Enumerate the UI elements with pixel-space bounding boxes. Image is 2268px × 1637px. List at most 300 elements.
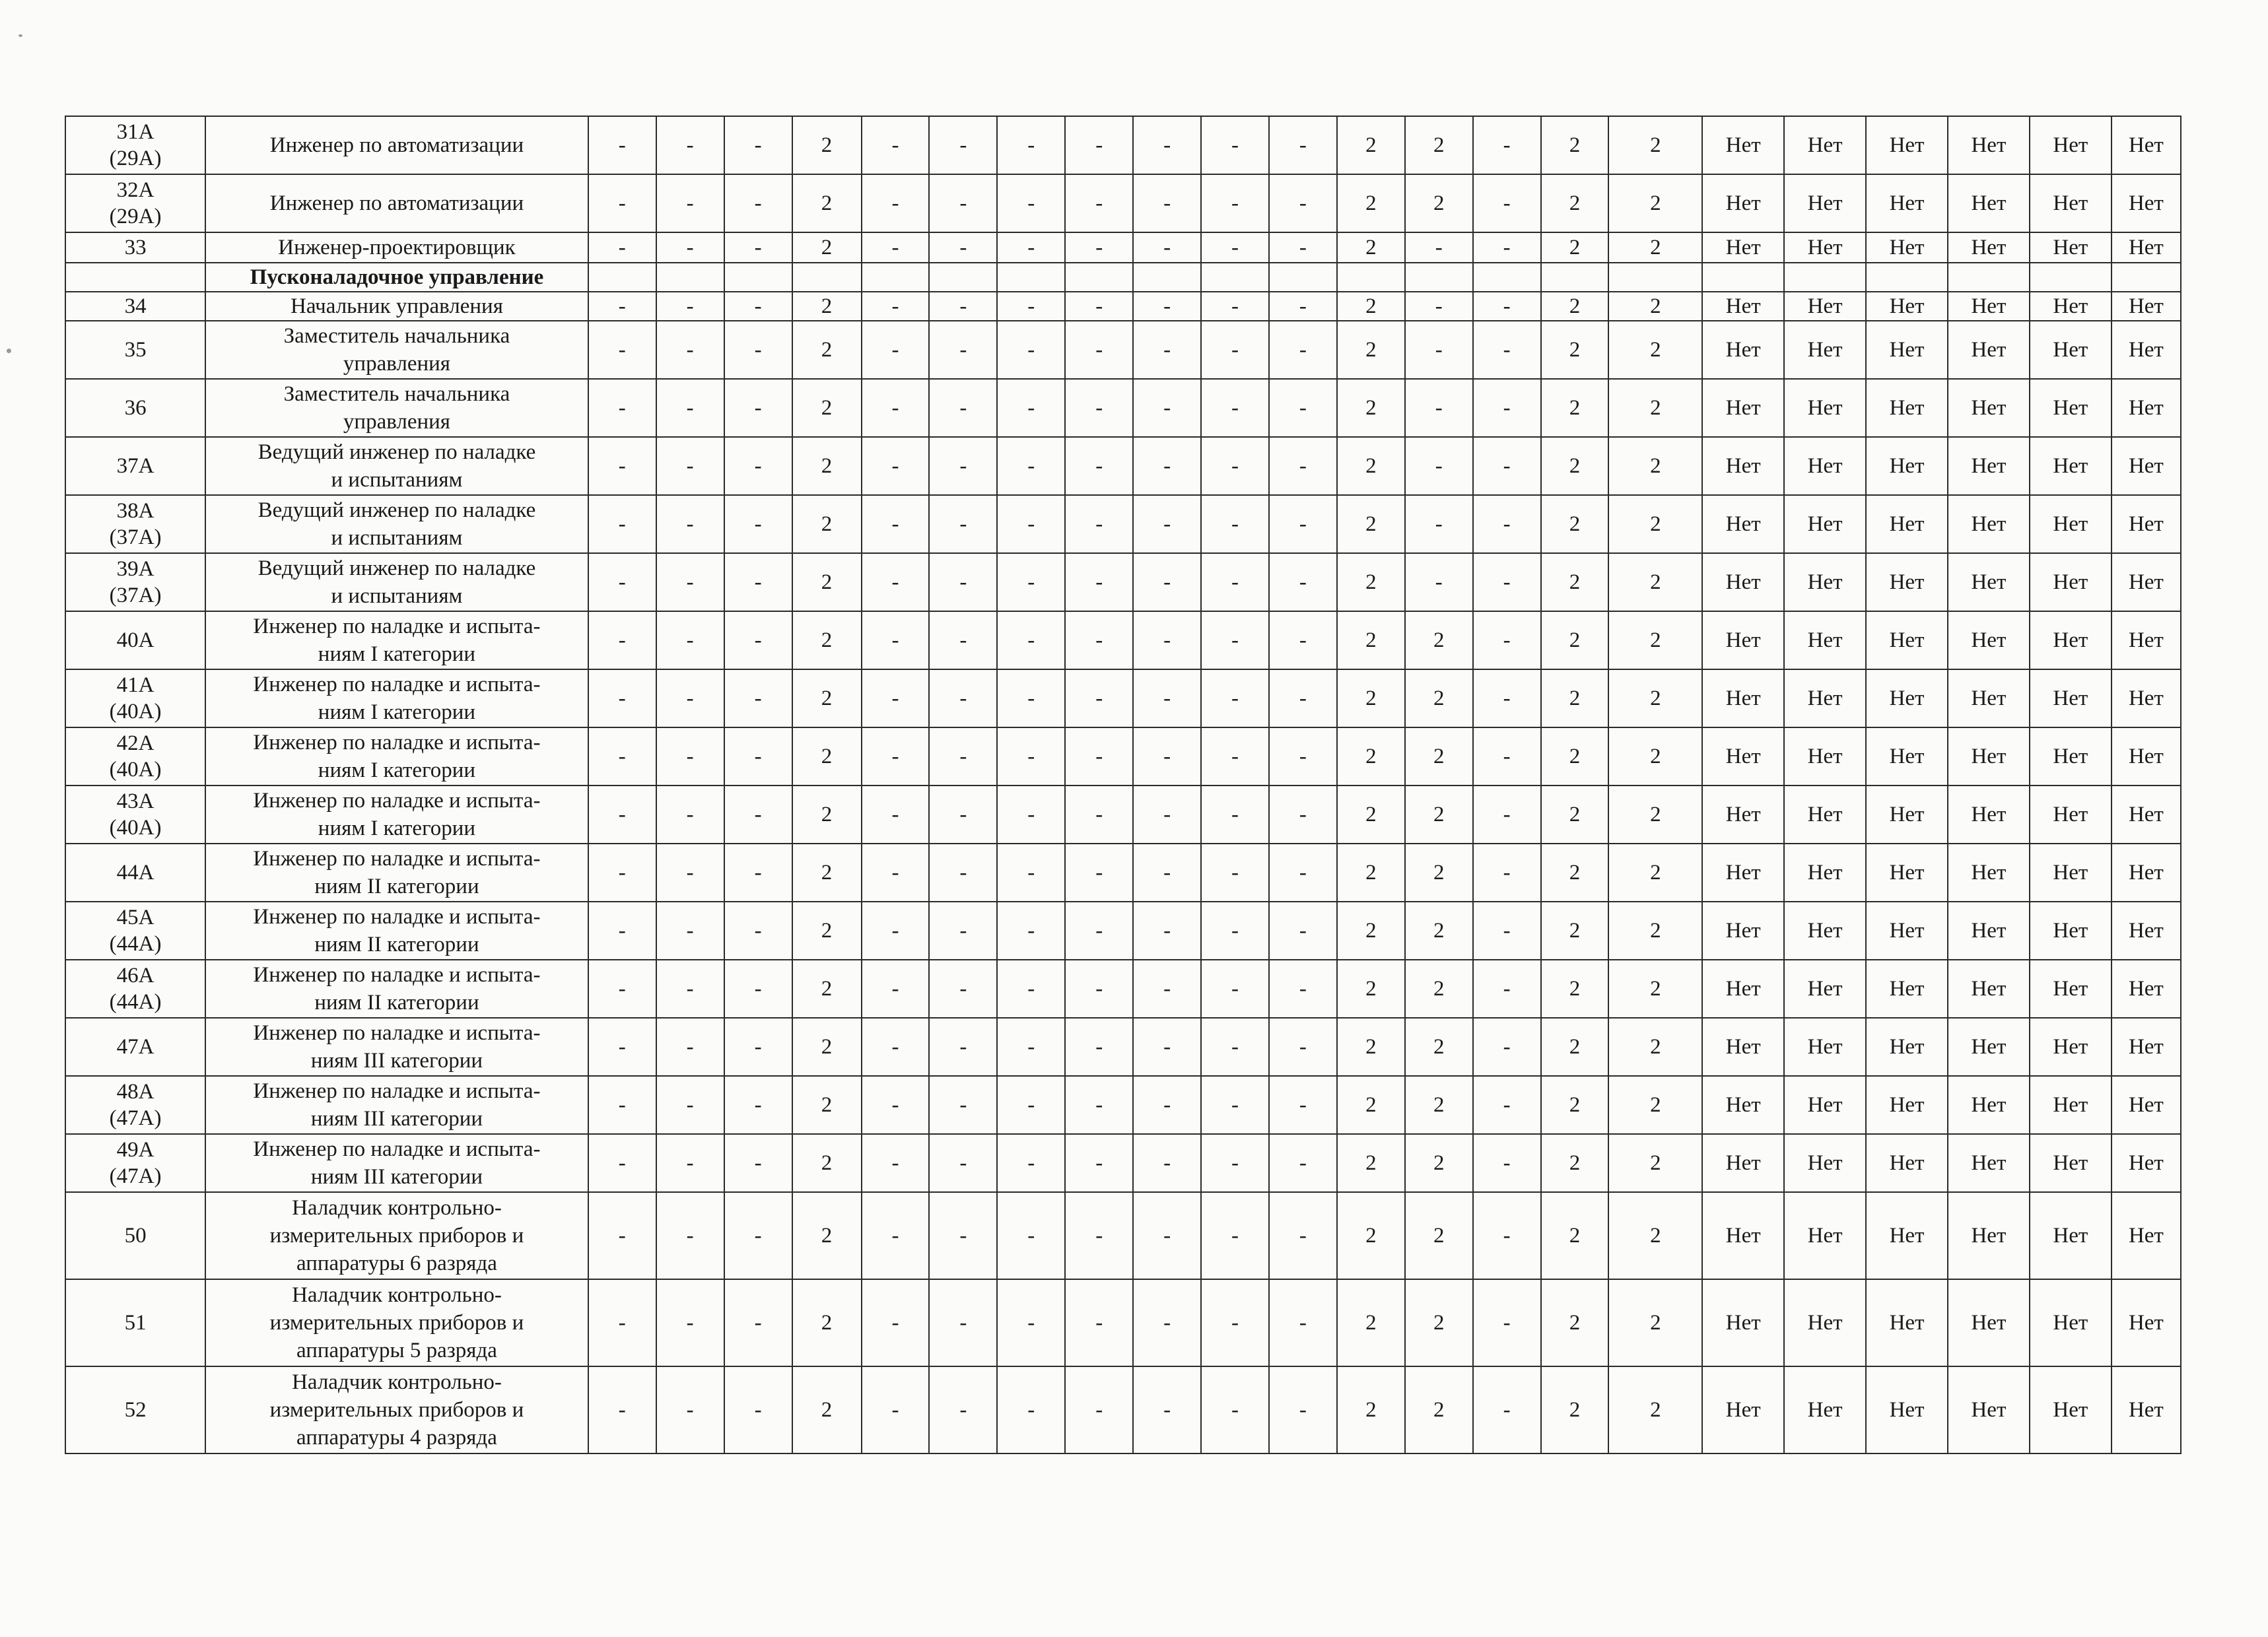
table-cell: Нет: [2112, 1018, 2181, 1076]
table-cell: Нет: [2112, 437, 2181, 495]
table-cell: -: [1065, 1134, 1133, 1192]
table-cell: -: [724, 1366, 792, 1453]
table-cell: -: [1201, 611, 1269, 669]
table-cell: Нет: [1866, 1018, 1948, 1076]
table-cell: -: [588, 232, 656, 263]
table-cell: Нет: [2030, 292, 2112, 321]
position-name: Инженер по автоматизации: [205, 174, 588, 232]
table-cell: Нет: [1948, 1134, 2030, 1192]
table-cell: Нет: [2112, 1192, 2181, 1279]
position-name: Инженер по наладке и испыта- ниям I категории: [205, 611, 588, 669]
table-cell: -: [862, 495, 930, 553]
table-cell: -: [862, 1192, 930, 1279]
table-cell: -: [1201, 1134, 1269, 1192]
table-cell: 2: [1337, 960, 1405, 1018]
table-cell: 2: [792, 553, 862, 611]
table-cell: -: [1473, 232, 1541, 263]
table-cell: Нет: [1702, 960, 1784, 1018]
table-cell: Нет: [2112, 292, 2181, 321]
table-cell: Нет: [2030, 844, 2112, 902]
table-cell: -: [1269, 902, 1337, 960]
table-cell: -: [862, 321, 930, 379]
table-cell: -: [724, 174, 792, 232]
table-cell: 2: [1337, 553, 1405, 611]
table-cell: -: [656, 785, 724, 844]
table-cell: -: [588, 321, 656, 379]
table-cell: Нет: [1948, 495, 2030, 553]
table-cell: 2: [1337, 902, 1405, 960]
table-cell: -: [1269, 844, 1337, 902]
table-cell: 2: [1608, 1279, 1702, 1366]
table-cell: 2: [1541, 785, 1609, 844]
table-cell: -: [724, 727, 792, 785]
table-cell: 2: [1337, 495, 1405, 553]
table-cell: -: [588, 1134, 656, 1192]
table-cell: Нет: [1702, 1192, 1784, 1279]
position-name: Инженер по наладке и испыта- ниям II категории: [205, 960, 588, 1018]
table-cell: Нет: [1702, 1366, 1784, 1453]
table-cell: -: [997, 379, 1065, 437]
row-number: 41А (40А): [65, 669, 205, 727]
table-cell: Нет: [2030, 379, 2112, 437]
table-cell: -: [1473, 1076, 1541, 1134]
table-cell: Нет: [1784, 669, 1866, 727]
table-row: [65, 844, 2181, 902]
table-cell: 2: [1405, 1279, 1473, 1366]
table-cell: Нет: [1866, 1076, 1948, 1134]
table-cell: Нет: [2030, 785, 2112, 844]
table-cell: Нет: [1948, 174, 2030, 232]
table-cell: Нет: [2030, 174, 2112, 232]
table-cell: Нет: [1866, 553, 1948, 611]
row-number: 39А (37А): [65, 553, 205, 611]
table-cell: -: [724, 1134, 792, 1192]
table-cell: -: [1133, 116, 1201, 174]
row-number: 44А: [65, 844, 205, 902]
table-cell: Нет: [1784, 1134, 1866, 1192]
row-number: 48А (47А): [65, 1076, 205, 1134]
table-cell: Нет: [1784, 844, 1866, 902]
table-row: [65, 611, 2181, 669]
table-cell: Нет: [1948, 785, 2030, 844]
table-row: [65, 1366, 2181, 1453]
table-cell: -: [1065, 1279, 1133, 1366]
table-cell: Нет: [2112, 960, 2181, 1018]
table-cell: 2: [1405, 1076, 1473, 1134]
position-name: Инженер по наладке и испыта- ниям I категории: [205, 727, 588, 785]
table-cell: Нет: [1866, 1366, 1948, 1453]
table-cell: 2: [792, 437, 862, 495]
table-cell: -: [588, 1076, 656, 1134]
table-cell: [1866, 263, 1948, 292]
position-name: Наладчик контрольно- измерительных приборов и аппаратуры 6 разряда: [205, 1192, 588, 1279]
table-cell: 2: [792, 379, 862, 437]
table-cell: -: [1269, 727, 1337, 785]
table-cell: Нет: [1866, 495, 1948, 553]
table-row: [65, 379, 2181, 437]
table-cell: -: [862, 1279, 930, 1366]
table-cell: Нет: [1866, 902, 1948, 960]
table-cell: 2: [1608, 292, 1702, 321]
table-cell: -: [929, 960, 997, 1018]
table-cell: [656, 263, 724, 292]
table-cell: Нет: [1948, 611, 2030, 669]
table-cell: -: [1473, 960, 1541, 1018]
table-cell: 2: [1337, 727, 1405, 785]
table-cell: 2: [792, 785, 862, 844]
table-cell: -: [1269, 1192, 1337, 1279]
table-cell: -: [1133, 1279, 1201, 1366]
table-cell: 2: [792, 232, 862, 263]
table-cell: Нет: [1784, 232, 1866, 263]
table-cell: 2: [1337, 1134, 1405, 1192]
table-cell: 2: [1337, 174, 1405, 232]
table-cell: -: [1065, 785, 1133, 844]
table-cell: -: [929, 902, 997, 960]
table-cell: Нет: [1784, 553, 1866, 611]
table-cell: Нет: [1866, 785, 1948, 844]
table-cell: 2: [1337, 292, 1405, 321]
table-cell: -: [588, 611, 656, 669]
table-cell: -: [1133, 1018, 1201, 1076]
table-cell: Нет: [1784, 902, 1866, 960]
table-cell: 2: [1608, 1192, 1702, 1279]
table-cell: Нет: [1948, 960, 2030, 1018]
table-cell: -: [656, 844, 724, 902]
table-cell: 2: [1337, 1018, 1405, 1076]
table-cell: 2: [1608, 727, 1702, 785]
row-number: 52: [65, 1366, 205, 1453]
table-cell: Нет: [2030, 902, 2112, 960]
table-cell: 2: [792, 1018, 862, 1076]
table-cell: Нет: [1866, 232, 1948, 263]
table-row: [65, 669, 2181, 727]
table-cell: Нет: [2112, 1134, 2181, 1192]
row-number: 38А (37А): [65, 495, 205, 553]
table-cell: -: [997, 232, 1065, 263]
table-cell: 2: [1608, 379, 1702, 437]
position-name: Инженер по наладке и испыта- ниям I категории: [205, 785, 588, 844]
table-cell: Нет: [2112, 1366, 2181, 1453]
table-cell: -: [1269, 174, 1337, 232]
table-cell: -: [1269, 1279, 1337, 1366]
table-cell: [1702, 263, 1784, 292]
table-cell: -: [862, 669, 930, 727]
table-cell: -: [1065, 1192, 1133, 1279]
table-cell: -: [588, 379, 656, 437]
table-cell: -: [997, 1134, 1065, 1192]
table-cell: -: [1473, 437, 1541, 495]
table-cell: 2: [1541, 116, 1609, 174]
table-cell: Нет: [1866, 116, 1948, 174]
table-cell: Нет: [1866, 611, 1948, 669]
position-name: Инженер по наладке и испыта- ниям II категории: [205, 844, 588, 902]
table-cell: -: [1473, 1192, 1541, 1279]
table-cell: -: [656, 174, 724, 232]
table-cell: -: [997, 844, 1065, 902]
table-cell: -: [1201, 902, 1269, 960]
table-cell: Нет: [1948, 1018, 2030, 1076]
table-cell: 2: [1541, 495, 1609, 553]
table-cell: -: [1473, 321, 1541, 379]
table-cell: -: [1405, 379, 1473, 437]
row-number: 49А (47А): [65, 1134, 205, 1192]
table-cell: Нет: [1784, 292, 1866, 321]
table-cell: [1269, 263, 1337, 292]
table-cell: [724, 263, 792, 292]
table-row: [65, 174, 2181, 232]
table-cell: -: [1065, 116, 1133, 174]
table-cell: Нет: [2030, 437, 2112, 495]
table-cell: -: [997, 669, 1065, 727]
table-cell: Нет: [1866, 727, 1948, 785]
table-cell: -: [997, 902, 1065, 960]
table-cell: -: [997, 1192, 1065, 1279]
table-cell: Нет: [2112, 727, 2181, 785]
table-cell: -: [1133, 553, 1201, 611]
position-name: Инженер-проектировщик: [205, 232, 588, 263]
table-cell: Нет: [1948, 902, 2030, 960]
table-cell: 2: [1337, 232, 1405, 263]
position-name: Начальник управления: [205, 292, 588, 321]
table-cell: -: [724, 292, 792, 321]
table-cell: Нет: [2030, 1279, 2112, 1366]
table-row: [65, 960, 2181, 1018]
table-cell: 2: [1405, 844, 1473, 902]
table-cell: -: [997, 1366, 1065, 1453]
table-cell: Нет: [1866, 1192, 1948, 1279]
table-row: [65, 1279, 2181, 1366]
table-cell: Нет: [2030, 611, 2112, 669]
table-cell: -: [1473, 611, 1541, 669]
table-cell: -: [1201, 379, 1269, 437]
table-cell: Нет: [1702, 669, 1784, 727]
table-cell: 2: [792, 1192, 862, 1279]
table-cell: -: [1473, 1018, 1541, 1076]
table-cell: -: [656, 232, 724, 263]
table-cell: -: [724, 1076, 792, 1134]
table-cell: -: [1201, 553, 1269, 611]
table-cell: -: [997, 553, 1065, 611]
table-row: [65, 902, 2181, 960]
table-cell: -: [1065, 902, 1133, 960]
table-cell: Нет: [2112, 495, 2181, 553]
table-body: [65, 116, 2181, 1453]
table-cell: -: [1201, 232, 1269, 263]
table-cell: Нет: [2030, 495, 2112, 553]
table-cell: Нет: [2030, 232, 2112, 263]
table-cell: -: [1133, 379, 1201, 437]
table-cell: [997, 263, 1065, 292]
table-cell: Нет: [1866, 321, 1948, 379]
table-cell: -: [724, 1279, 792, 1366]
table-cell: -: [929, 321, 997, 379]
position-name: Инженер по наладке и испыта- ниям III категории: [205, 1018, 588, 1076]
table-cell: -: [656, 1018, 724, 1076]
position-name: Заместитель начальника управления: [205, 379, 588, 437]
table-cell: -: [1473, 727, 1541, 785]
table-cell: -: [1473, 553, 1541, 611]
table-cell: Нет: [2112, 902, 2181, 960]
table-cell: Нет: [1702, 1279, 1784, 1366]
table-cell: -: [1201, 495, 1269, 553]
table-cell: -: [1269, 116, 1337, 174]
table-cell: -: [588, 116, 656, 174]
table-cell: -: [929, 174, 997, 232]
table-cell: -: [862, 727, 930, 785]
position-name: Наладчик контрольно- измерительных приборов и аппаратуры 4 разряда: [205, 1366, 588, 1453]
table-cell: 2: [1608, 174, 1702, 232]
table-cell: 2: [792, 174, 862, 232]
table-cell: -: [997, 960, 1065, 1018]
table-cell: 2: [1337, 321, 1405, 379]
table-cell: 2: [792, 611, 862, 669]
table-cell: 2: [1405, 174, 1473, 232]
table-cell: -: [1201, 116, 1269, 174]
table-cell: Нет: [2112, 611, 2181, 669]
table-cell: 2: [1405, 785, 1473, 844]
table-cell: 2: [792, 495, 862, 553]
position-name: Инженер по наладке и испыта- ниям III категории: [205, 1076, 588, 1134]
table-cell: -: [1201, 1076, 1269, 1134]
table-cell: -: [588, 1279, 656, 1366]
table-cell: 2: [1541, 553, 1609, 611]
table-cell: -: [1201, 1279, 1269, 1366]
table-cell: 2: [1541, 844, 1609, 902]
table-cell: 2: [792, 844, 862, 902]
table-cell: -: [862, 960, 930, 1018]
table-cell: -: [1133, 727, 1201, 785]
table-cell: -: [656, 495, 724, 553]
table-cell: -: [1201, 1192, 1269, 1279]
table-cell: -: [724, 611, 792, 669]
table-cell: 2: [792, 727, 862, 785]
table-cell: -: [724, 495, 792, 553]
table-cell: -: [1201, 669, 1269, 727]
table-cell: -: [997, 174, 1065, 232]
table-cell: -: [588, 727, 656, 785]
table-cell: -: [1269, 669, 1337, 727]
table-cell: -: [656, 437, 724, 495]
table-cell: 2: [1608, 611, 1702, 669]
table-cell: -: [1269, 553, 1337, 611]
table-cell: -: [1133, 1076, 1201, 1134]
table-cell: Нет: [1948, 116, 2030, 174]
table-cell: -: [1269, 292, 1337, 321]
row-number: 31А (29А): [65, 116, 205, 174]
table-cell: Нет: [2112, 553, 2181, 611]
table-cell: -: [724, 321, 792, 379]
table-cell: Нет: [1784, 495, 1866, 553]
section-title: Пусконаладочное управление: [205, 263, 588, 292]
table-cell: 2: [1337, 1192, 1405, 1279]
position-name: Ведущий инженер по наладке и испытаниям: [205, 495, 588, 553]
assessment-table: [65, 116, 2182, 1454]
table-cell: 2: [1541, 611, 1609, 669]
table-cell: -: [862, 844, 930, 902]
table-cell: Нет: [1702, 844, 1784, 902]
table-cell: -: [997, 785, 1065, 844]
table-cell: 2: [792, 1366, 862, 1453]
table-cell: Нет: [1866, 669, 1948, 727]
table-cell: -: [1133, 174, 1201, 232]
table-cell: -: [1133, 495, 1201, 553]
table-cell: -: [862, 232, 930, 263]
table-cell: -: [929, 1279, 997, 1366]
table-cell: -: [1269, 232, 1337, 263]
table-cell: Нет: [2030, 1134, 2112, 1192]
table-cell: 2: [1541, 292, 1609, 321]
table-cell: -: [1269, 785, 1337, 844]
table-cell: 2: [792, 116, 862, 174]
row-number: 46А (44А): [65, 960, 205, 1018]
table-cell: -: [1201, 1018, 1269, 1076]
table-cell: -: [656, 902, 724, 960]
table-cell: 2: [1608, 1018, 1702, 1076]
table-cell: -: [1473, 379, 1541, 437]
table-cell: -: [1133, 437, 1201, 495]
row-number: 40А: [65, 611, 205, 669]
table-row: [65, 727, 2181, 785]
table-cell: Нет: [1784, 437, 1866, 495]
table-cell: -: [1473, 1366, 1541, 1453]
table-cell: Нет: [1702, 437, 1784, 495]
table-cell: -: [997, 292, 1065, 321]
table-cell: -: [929, 1366, 997, 1453]
table-cell: Нет: [1948, 1192, 2030, 1279]
row-number: 51: [65, 1279, 205, 1366]
table-cell: -: [724, 902, 792, 960]
table-cell: -: [1065, 495, 1133, 553]
table-cell: [1065, 263, 1133, 292]
table-cell: -: [1065, 232, 1133, 263]
table-cell: -: [929, 1134, 997, 1192]
table-cell: -: [724, 437, 792, 495]
table-cell: -: [1065, 844, 1133, 902]
table-cell: -: [1133, 1192, 1201, 1279]
table-cell: -: [1065, 727, 1133, 785]
table-cell: -: [1133, 785, 1201, 844]
table-cell: -: [997, 437, 1065, 495]
table-cell: -: [862, 116, 930, 174]
table-cell: -: [1269, 379, 1337, 437]
position-name: Наладчик контрольно- измерительных приборов и аппаратуры 5 разряда: [205, 1279, 588, 1366]
table-cell: Нет: [1702, 292, 1784, 321]
table-cell: [2030, 263, 2112, 292]
table-cell: Нет: [2112, 232, 2181, 263]
table-cell: 2: [1608, 495, 1702, 553]
table-cell: Нет: [1866, 292, 1948, 321]
table-cell: Нет: [1948, 1279, 2030, 1366]
table-cell: Нет: [1784, 611, 1866, 669]
table-cell: Нет: [1948, 844, 2030, 902]
table-cell: Нет: [1948, 669, 2030, 727]
table-cell: [1473, 263, 1541, 292]
table-cell: Нет: [1948, 437, 2030, 495]
table-cell: 2: [1608, 960, 1702, 1018]
row-number: 37А: [65, 437, 205, 495]
position-name: Инженер по наладке и испыта- ниям III категории: [205, 1134, 588, 1192]
table-cell: Нет: [1784, 174, 1866, 232]
table-row: [65, 785, 2181, 844]
table-cell: -: [929, 785, 997, 844]
table-cell: -: [724, 844, 792, 902]
table-cell: -: [1133, 1366, 1201, 1453]
table-cell: 2: [1608, 844, 1702, 902]
table-cell: -: [724, 379, 792, 437]
table-row: [65, 232, 2181, 263]
table-cell: Нет: [1948, 1076, 2030, 1134]
